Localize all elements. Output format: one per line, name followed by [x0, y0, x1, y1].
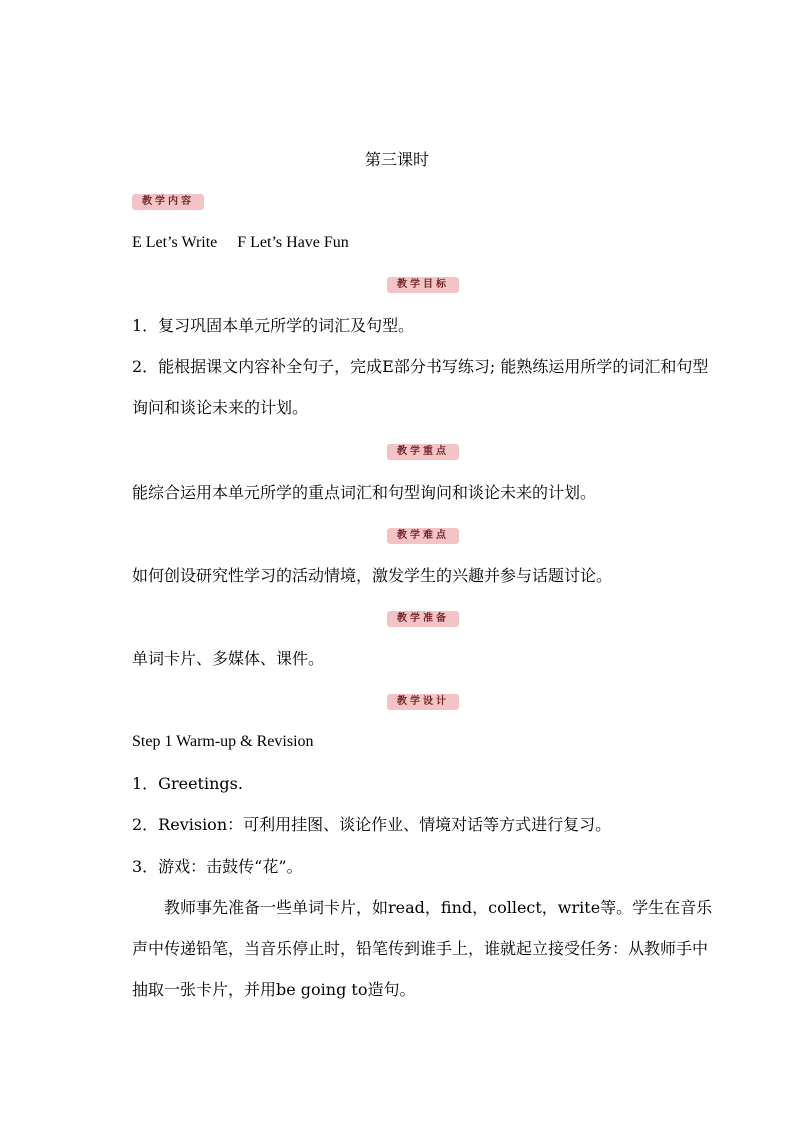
goal-item-1: 1．复习巩固本单元所学的词汇及句型。	[132, 316, 415, 335]
section-badge-difficulty: 教学难点	[387, 528, 459, 544]
section-badge-key-points: 教学重点	[387, 444, 459, 460]
difficulty-text: 如何创设研究性学习的活动情境，激发学生的兴趣并参与话题讨论。	[132, 566, 613, 585]
step-item-1: 1．Greetings.	[132, 774, 243, 793]
preparation-text: 单词卡片、多媒体、课件。	[132, 649, 325, 668]
section-badge-design: 教学设计	[387, 694, 459, 710]
game-description: 教师事先准备一些单词卡片，如read，find，collect，write等。学生在音乐声中传递铅笔，当音乐停止时，铅笔传到谁手上，谁就起立接受任务：从教师手中抽取一张卡片，并用be going to造句。	[132, 898, 713, 999]
step-1-heading: Step 1 Warm-up & Revision	[132, 733, 314, 750]
section-badge-preparation: 教学准备	[387, 611, 459, 627]
section-badge-goals: 教学目标	[387, 277, 459, 293]
step-item-3: 3．游戏：击鼓传“花”。	[132, 857, 303, 876]
content-text: E Let’s Write F Let’s Have Fun	[132, 234, 349, 251]
goal-item-2: 2．能根据课文内容补全句子，完成E部分书写练习; 能熟练运用所学的词汇和句型询问和谈论未来的计划。	[132, 357, 709, 417]
step-item-2: 2．Revision：可利用挂图、谈论作业、情境对话等方式进行复习。	[132, 815, 612, 834]
page-title: 第三课时	[364, 150, 429, 169]
section-badge-content: 教学内容	[132, 194, 204, 210]
key-points-text: 能综合运用本单元所学的重点词汇和句型询问和谈论未来的计划。	[132, 483, 597, 502]
